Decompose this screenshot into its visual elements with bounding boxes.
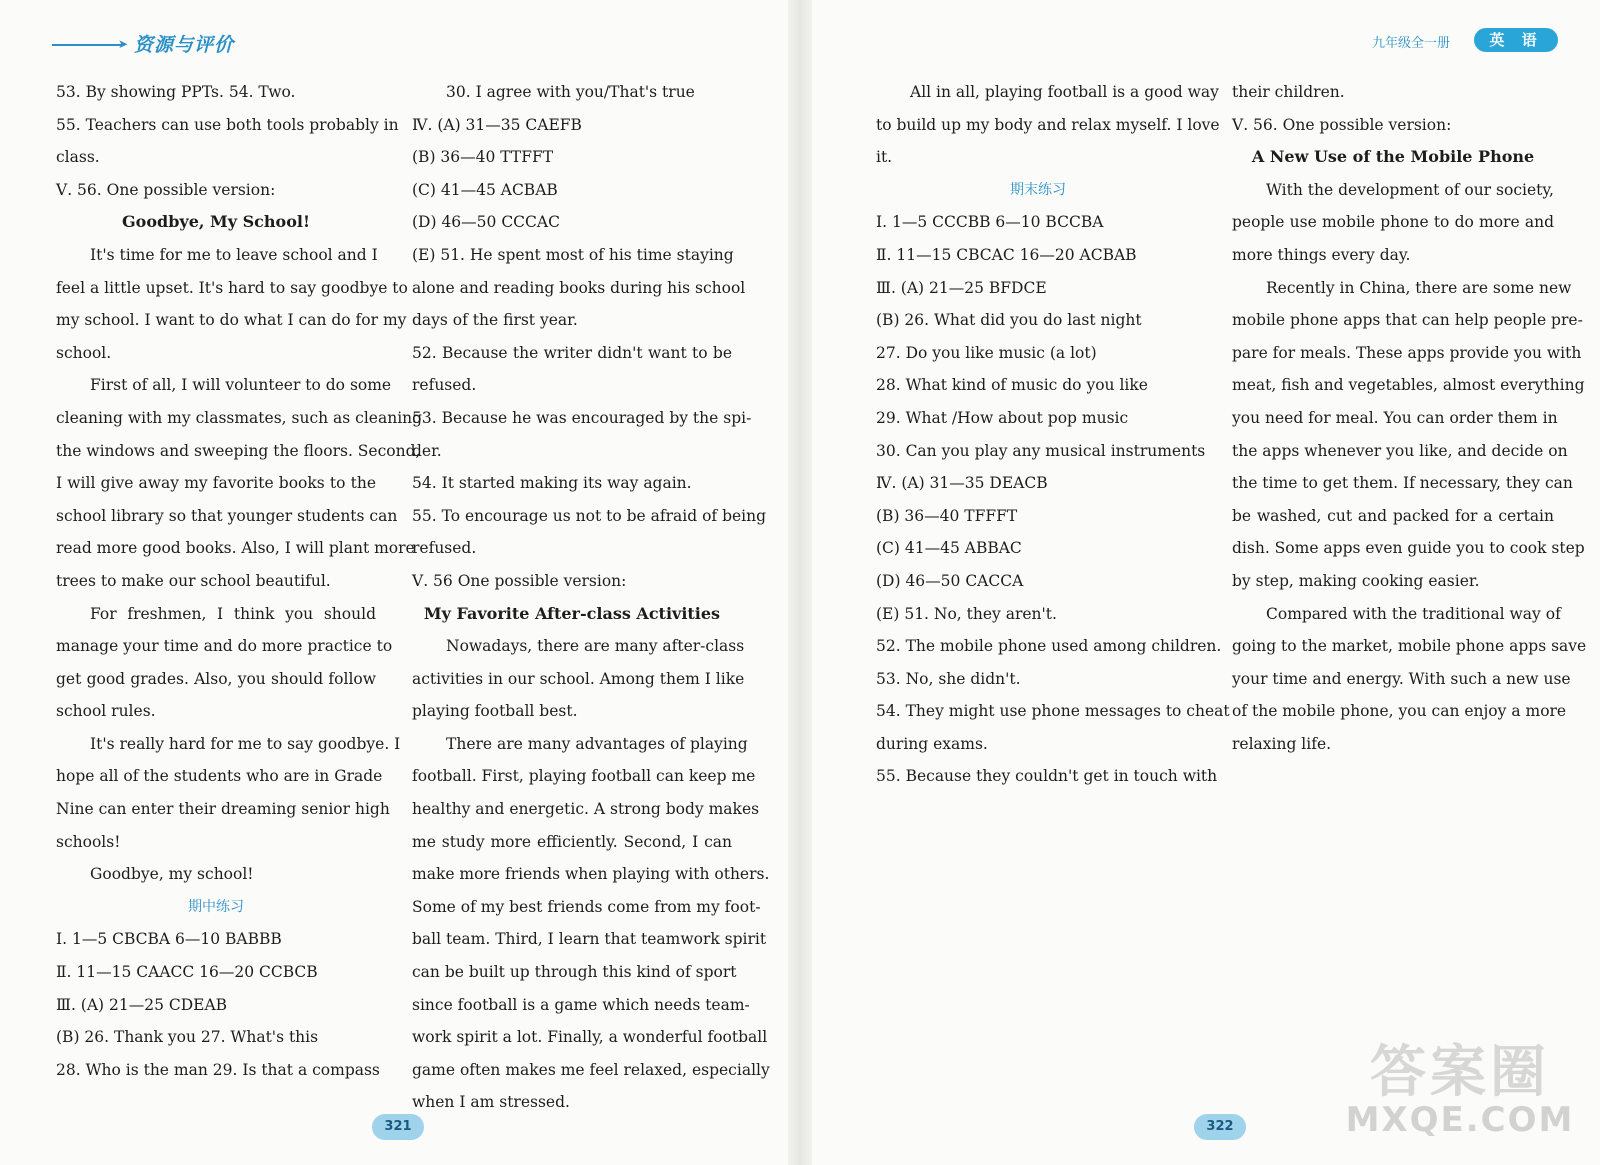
text-line: (B) 26. Thank you 27. What's this [56, 1028, 319, 1047]
right-page [810, 0, 1600, 1165]
text-line: Ⅴ. 56. One possible version: [1232, 115, 1452, 134]
text-line: more things every day. [1232, 245, 1411, 264]
text-line: people use mobile phone to do more and [1232, 213, 1554, 232]
text-line: 27. Do you like music (a lot) [876, 343, 1097, 362]
page-number-right: 322 [1194, 1114, 1246, 1140]
text-line: when I am stressed. [412, 1093, 570, 1112]
text-line: read more good books. Also, I will plant more [56, 539, 415, 558]
text-line: Ⅲ. (A) 21—25 CDEAB [56, 995, 228, 1014]
text-line: It's really hard for me to say goodbye. I [90, 734, 401, 753]
text-line: by step, making cooking easier. [1232, 571, 1480, 590]
header-brand [52, 28, 312, 62]
text-line: der. [412, 441, 442, 460]
essay-title: A New Use of the Mobile Phone [1251, 147, 1535, 167]
text-line: 55. To encourage us not to be afraid of being [412, 506, 767, 525]
text-line: (E) 51. He spent most of his time staying [412, 245, 734, 264]
essay-title: My Favorite After-class Activities [423, 603, 721, 623]
text-line: 30. I agree with you/That's true [446, 83, 695, 101]
text-line: With the development of our society, [1266, 180, 1554, 199]
text-line: to build up my body and relax myself. I love [876, 115, 1220, 134]
text-line: 28. What kind of music do you like [876, 376, 1148, 395]
column-2 [412, 76, 770, 1119]
text-line: Ⅰ. 1—5 CBCBA 6—10 BABBB [56, 930, 282, 949]
text-line: my school. I want to do what I can do for my [56, 311, 407, 330]
text-line: 52. The mobile phone used among children. [876, 637, 1222, 656]
text-line: the time to get them. If necessary, they can [1232, 474, 1573, 493]
section-heading: 期末练习 [1010, 181, 1066, 198]
text-line: Ⅳ. (A) 31—35 DEACB [876, 474, 1048, 493]
text-line: hope all of the students who are in Grade [56, 767, 383, 786]
text-line: manage your time and do more practice to [56, 637, 393, 656]
text-line: refused. [412, 539, 477, 558]
text-line: feel a little upset. It's hard to say goodbye to [56, 278, 408, 297]
brand-arrow-icon: ➤ [118, 37, 129, 51]
text-line: Ⅱ. 11—15 CAACC 16—20 CCBCB [56, 963, 318, 982]
column-3 [876, 76, 1230, 793]
header-grade: 九年级全一册 [1371, 36, 1450, 51]
text-line: 55. Teachers can use both tools probably in [56, 115, 399, 134]
text-line: (B) 26. What did you do last night [876, 311, 1142, 330]
text-line: 29. What /How about pop music [876, 408, 1129, 427]
text-line: It's time for me to leave school and I [90, 245, 378, 264]
text-line: activities in our school. Among them I like [412, 669, 745, 688]
text-line: days of the first year. [412, 311, 578, 330]
text-line: Ⅴ. 56. One possible version: [56, 180, 276, 199]
text-line: 54. They might use phone messages to cheat [876, 702, 1230, 721]
text-line: I will give away my favorite books to the [56, 474, 376, 493]
text-line: playing football best. [412, 702, 578, 721]
left-page [0, 0, 790, 1165]
text-line: 52. Because the writer didn't want to be [412, 343, 732, 362]
text-line: Ⅰ. 1—5 CCCBB 6—10 BCCBA [876, 213, 1104, 232]
text-line: All in all, playing football is a good way [910, 83, 1219, 101]
text-line: make more friends when playing with others. [412, 865, 770, 884]
watermark [1340, 1028, 1580, 1158]
text-line: (E) 51. No, they aren't. [876, 604, 1057, 623]
text-line: your time and energy. With such a new use [1232, 669, 1571, 688]
text-line: (C) 41—45 ABBAC [876, 539, 1022, 558]
text-line: you need for meal. You can order them in [1232, 408, 1558, 427]
text-line: 53. No, she didn't. [876, 669, 1021, 688]
text-line: 53. Because he was encouraged by the spi- [412, 408, 752, 427]
text-line: alone and reading books during his school [412, 278, 746, 297]
text-line: Some of my best friends come from my foot- [412, 897, 761, 916]
text-line: school library so that younger students can [56, 506, 398, 525]
text-line: mobile phone apps that can help people pre- [1232, 311, 1583, 330]
text-line: Ⅱ. 11—15 CBCAC 16—20 ACBAB [876, 245, 1137, 264]
text-line: (D) 46—50 CCCAC [412, 213, 560, 232]
text-line: Compared with the traditional way of [1266, 604, 1561, 623]
brand-line [52, 44, 122, 46]
text-line: 54. It started making its way again. [412, 474, 692, 493]
section-heading: 期中练习 [188, 898, 244, 915]
text-line: Ⅳ. (A) 31—35 CAEFB [412, 115, 582, 134]
text-line: class. [56, 148, 100, 167]
text-line: (B) 36—40 TTFFT [412, 148, 554, 167]
page-number-left: 321 [372, 1114, 424, 1140]
watermark-logo: 答案圈 [1370, 1040, 1550, 1105]
text-line: (D) 46—50 CACCA [876, 571, 1024, 590]
text-line: Recently in China, there are some new [1266, 278, 1572, 297]
book-gutter [788, 0, 812, 1165]
text-line: 53. By showing PPTs. 54. Two. [56, 83, 296, 101]
text-line: the windows and sweeping the floors. Second, [56, 441, 421, 460]
text-line: 30. Can you play any musical instruments [876, 441, 1206, 460]
text-line: the apps whenever you like, and decide on [1232, 441, 1568, 460]
text-line: school rules. [56, 702, 156, 721]
text-line: dish. Some apps even guide you to cook step [1232, 539, 1585, 558]
text-line: 28. Who is the man 29. Is that a compass [56, 1060, 380, 1079]
text-line: their children. [1232, 83, 1345, 101]
text-line: cleaning with my classmates, such as cleaning [56, 408, 423, 427]
text-line: relaxing life. [1232, 734, 1332, 753]
text-line: work spirit a lot. Finally, a wonderful football [412, 1028, 768, 1047]
text-line: Goodbye, my school! [90, 865, 254, 884]
text-line: (C) 41—45 ACBAB [412, 180, 558, 199]
text-line: healthy and energetic. A strong body makes [412, 800, 760, 819]
text-line: Nowadays, there are many after-class [446, 637, 745, 656]
text-line: be washed, cut and packed for a certain [1232, 506, 1554, 525]
essay-title: Goodbye, My School! [122, 212, 310, 232]
text-line: can be built up through this kind of sport [412, 963, 737, 982]
watermark-url: MXQE.COM [1345, 1100, 1575, 1140]
text-line: since football is a game which needs team- [412, 995, 750, 1014]
text-line: Ⅲ. (A) 21—25 BFDCE [876, 278, 1047, 297]
text-line: pare for meals. These apps provide you with [1232, 343, 1582, 362]
subject-badge: 英 语 [1474, 28, 1558, 52]
text-line: Ⅴ. 56 One possible version: [412, 571, 627, 590]
text-line: during exams. [876, 734, 988, 753]
text-line: school. [56, 343, 112, 362]
text-line: refused. [412, 376, 477, 395]
column-4 [1232, 76, 1587, 760]
text-line: football. First, playing football can keep me [412, 767, 756, 786]
text-line: meat, fish and vegetables, almost everything [1232, 376, 1585, 395]
text-line: (B) 36—40 TFFFT [876, 506, 1018, 525]
text-line: ball team. Third, I learn that teamwork spirit [412, 930, 767, 949]
text-line: going to the market, mobile phone apps save [1232, 637, 1587, 656]
text-line: me study more efficiently. Second, I can [412, 832, 732, 851]
text-line: First of all, I will volunteer to do some [90, 376, 392, 395]
text-line: trees to make our school beautiful. [56, 571, 331, 590]
text-line: There are many advantages of playing [446, 734, 748, 753]
text-line: of the mobile phone, you can enjoy a more [1232, 702, 1567, 721]
text-line: Nine can enter their dreaming senior high [56, 800, 390, 819]
text-line: For freshmen, I think you should [90, 604, 376, 623]
text-line: it. [876, 148, 893, 167]
brand-title: 资源与评价 [134, 34, 235, 56]
text-line: 55. Because they couldn't get in touch with [876, 767, 1218, 786]
column-1 [56, 76, 423, 1086]
text-line: get good grades. Also, you should follow [56, 669, 376, 688]
text-line: game often makes me feel relaxed, especially [412, 1060, 770, 1079]
text-line: schools! [56, 832, 121, 851]
